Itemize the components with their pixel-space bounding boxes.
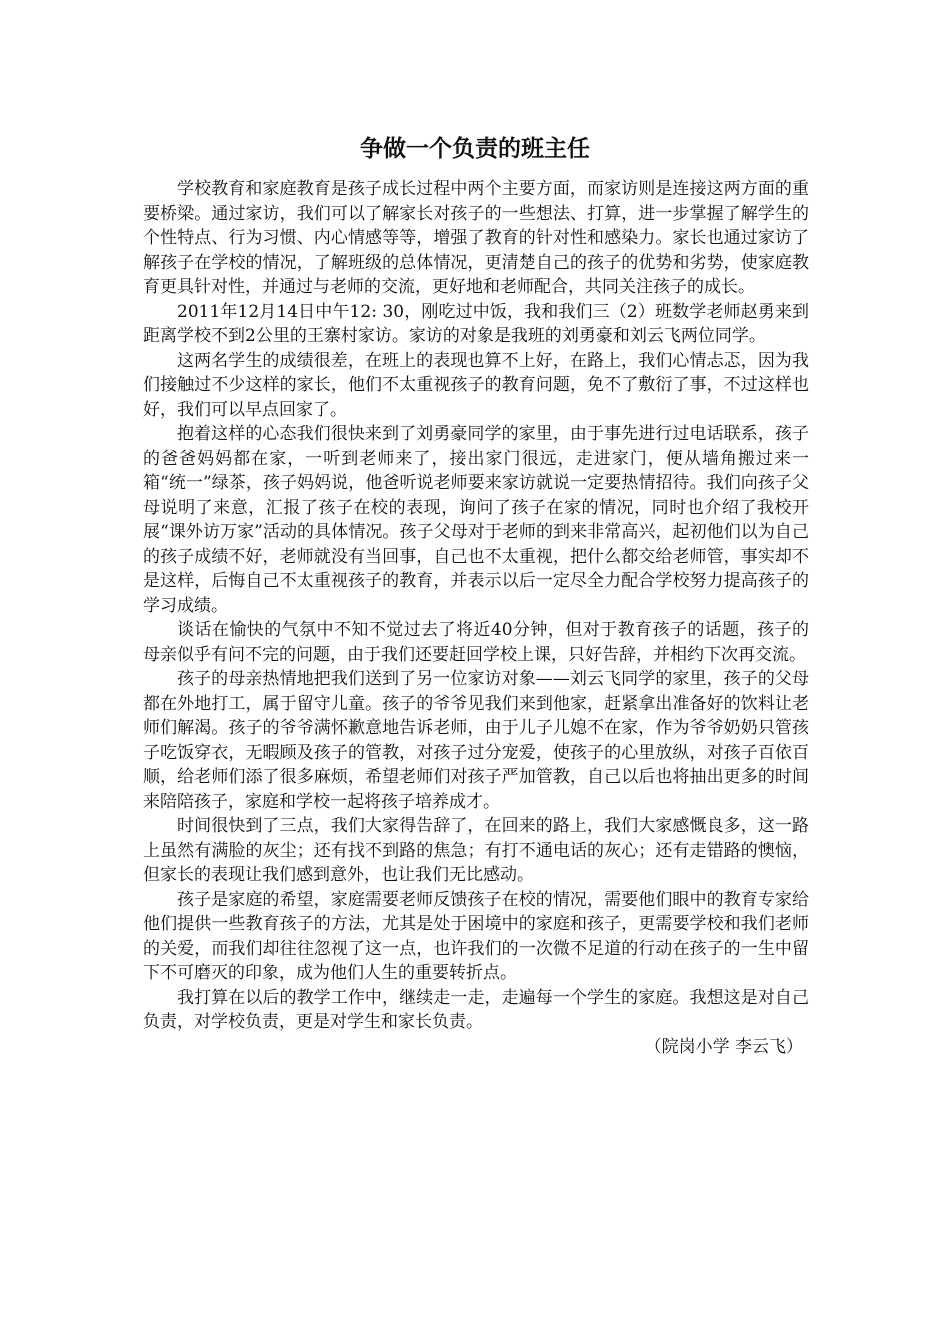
paragraph-6: 孩子的母亲热情地把我们送到了另一位家访对象——刘云飞同学的家里，孩子的父母都在外地打工，属于留守儿童。孩子的爷爷见我们来到他家，赶紧拿出准备好的饮料让老师们解渴。孩子的爷爷满怀歉意地告诉老师，由于儿子儿媳不在家，作为爷爷奶奶只管孩子吃饭穿衣，无暇顾及孩子的管教，对孩子过分宠爱，使孩子的心里放纵，对孩子百依百顺，给老师们添了很多麻烦，希望老师们对孩子严加管教，自己以后也将抽出更多的时间来陪陪孩子，家庭和学校一起将孩子培养成才。: [143, 669, 809, 812]
paragraph-8: 孩子是家庭的希望，家庭需要老师反馈孩子在校的情况，需要他们眼中的教育专家给他们提供一些教育孩子的方法，尤其是处于困境中的家庭和孩子，更需要学校和我们老师的关爱，而我们却往往忽视了这一点，也许我们的一次微不足道的行动在孩子的一生中留下不可磨灭的印象，成为他们人生的重要转折点。: [143, 889, 809, 983]
paragraph-4: 抱着这样的心态我们很快来到了刘勇豪同学的家里，由于事先进行过电话联系，孩子的爸爸妈妈都在家，一听到老师来了，接出家门很远，走进家门，便从墙角搬过来一箱“统一”绿茶，孩子妈妈说，他爸听说老师要来家访就说一定要热情招待。我们向孩子父母说明了来意，汇报了孩子在校的表现，询问了孩子在家的情况，同时也介绍了我校开展“课外访万家”活动的具体情况。孩子父母对于老师的到来非常高兴，起初他们以为自己的孩子成绩不好，老师就没有当回事，自己也不太重视，把什么都交给老师管，事实却不是这样，后悔自己不太重视孩子的教育，并表示以后一定尽全力配合学校努力提高孩子的学习成绩。: [143, 424, 809, 616]
document-body: [143, 177, 809, 1059]
paragraph-5: 谈话在愉快的气氛中不知不觉过去了将近40分钟，但对于教育孩子的话题，孩子的母亲似乎有问不完的问题，由于我们还要赶回学校上课，只好告辞，并相约下次再交流。: [143, 620, 809, 665]
author-signature: （院岗小学 李云飞）: [644, 1036, 803, 1057]
paragraph-1: 学校教育和家庭教育是孩子成长过程中两个主要方面，而家访则是连接这两方面的重要桥梁。通过家访，我们可以了解家长对孩子的一些想法、打算，进一步掌握了解学生的个性特点、行为习惯、内心情感等等，增强了教育的针对性和感染力。家长也通过家访了解孩子在学校的情况，了解班级的总体情况，更清楚自己的孩子的优势和劣势，使家庭教育更具针对性，并通过与老师的交流，更好地和老师配合，共同关注孩子的成长。: [143, 179, 809, 297]
paragraph-7: 时间很快到了三点，我们大家得告辞了，在回来的路上，我们大家感慨良多，这一路上虽然有满脸的灰尘；还有找不到路的焦急；有打不通电话的灰心；还有走错路的懊恼，但家长的表现让我们感到意外，也让我们无比感动。: [143, 816, 809, 885]
paragraph-2: 2011年12月14日中午12: 30，刚吃过中饭，我和我们三（2）班数学老师赵勇来到距离学校不到2公里的王寨村家访。家访的对象是我班的刘勇豪和刘云飞两位同学。: [143, 301, 809, 346]
document-title: 争做一个负责的班主任: [360, 135, 590, 162]
paragraph-9: 我打算在以后的教学工作中，继续走一走，走遍每一个学生的家庭。我想这是对自己负责，对学校负责，更是对学生和家长负责。: [143, 987, 809, 1032]
paragraph-3: 这两名学生的成绩很差，在班上的表现也算不上好，在路上，我们心情忐忑，因为我们接触过不少这样的家长，他们不太重视孩子的教育问题，免不了敷衍了事，不过这样也好，我们可以早点回家了。: [143, 350, 809, 420]
